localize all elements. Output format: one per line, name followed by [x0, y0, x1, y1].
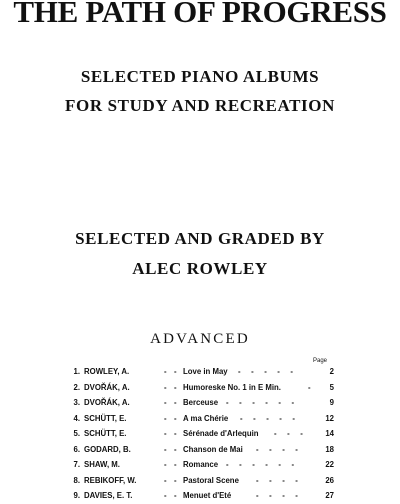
leader-dash: - [164, 367, 167, 376]
work-title: Sérénade d'Arlequin [183, 429, 259, 438]
subtitle-line-2: FOR STUDY AND RECREATION [65, 96, 335, 115]
leader-dashes: - - - - - - [226, 460, 296, 469]
page-number: 9 [329, 398, 334, 407]
page-title: THE PATH OF PROGRESS [13, 0, 387, 29]
page-column-header: Page [312, 358, 327, 364]
leader-dashes: - - - - [256, 475, 299, 485]
leader-dash: - [174, 413, 177, 423]
credit-line-1: SELECTED AND GRADED BY [75, 229, 325, 248]
leader-dashes: - - - - [256, 444, 299, 454]
page-number: 22 [325, 460, 334, 469]
contents-row [60, 442, 334, 458]
item-number: 4. [73, 413, 80, 423]
leader-dash: - [174, 475, 177, 485]
contents-row [60, 426, 334, 442]
item-number: 1. [73, 367, 80, 376]
leader-dashes: - - - - - [240, 413, 296, 423]
leader-dash: - [174, 429, 177, 438]
contents-row [60, 364, 334, 380]
work-title: Pastoral Scene [183, 475, 239, 485]
leader-dash: - [164, 382, 167, 392]
contents-row [60, 473, 334, 489]
leader-dash: - [174, 382, 177, 392]
item-number: 2. [73, 382, 80, 392]
leader-dash: - [164, 398, 167, 407]
page-number: 26 [325, 475, 334, 485]
leader-dash: - [174, 460, 177, 469]
leader-dash: - [174, 491, 177, 500]
contents-row [60, 380, 334, 396]
composer: DVOŘÁK, A. [84, 398, 130, 407]
leader-dash: - [164, 444, 167, 454]
composer: SCHÜTT, E. [84, 429, 127, 438]
page-number: 14 [325, 429, 334, 438]
work-title: Menuet d'Eté [183, 491, 232, 500]
leader-dashes: - [308, 382, 312, 392]
contents-row [60, 395, 334, 411]
leader-dash: - [164, 413, 167, 423]
leader-dashes: - - - - [256, 491, 299, 500]
work-title: A ma Chérie [183, 413, 229, 423]
composer: SHAW, M. [84, 460, 120, 469]
work-title: Berceuse [183, 398, 219, 407]
composer: GODARD, B. [84, 444, 131, 454]
leader-dashes: - - - - - - [226, 398, 296, 407]
leader-dash: - [174, 367, 177, 376]
leader-dash: - [174, 444, 177, 454]
leader-dash: - [174, 398, 177, 407]
item-number: 5. [73, 429, 80, 438]
item-number: 6. [73, 444, 80, 454]
leader-dash: - [164, 491, 167, 500]
page-number: 18 [325, 444, 334, 454]
item-number: 7. [73, 460, 80, 469]
work-title: Humoreske No. 1 in E Min. [183, 382, 281, 392]
page-number: 12 [325, 413, 334, 423]
composer: DAVIES, E. T. [84, 491, 133, 500]
work-title: Romance [183, 460, 219, 469]
composer: REBIKOFF, W. [84, 475, 137, 485]
composer: SCHÜTT, E. [84, 413, 127, 423]
leader-dashes: - - - - - [238, 367, 294, 376]
subtitle-line-1: SELECTED PIANO ALBUMS [80, 67, 320, 86]
composer: DVOŘÁK, A. [84, 382, 130, 392]
page-number: 2 [329, 367, 334, 376]
credit-line-2: ALEC ROWLEY [132, 259, 268, 278]
leader-dash: - [164, 475, 167, 485]
composer: ROWLEY, A. [84, 367, 130, 376]
contents-row [60, 411, 334, 427]
page-number: 27 [325, 491, 334, 500]
contents-list [60, 364, 334, 504]
item-number: 3. [73, 398, 80, 407]
leader-dash: - [164, 429, 167, 438]
leader-dashes: - - - [274, 429, 304, 438]
item-number: 8. [73, 475, 80, 485]
work-title: Chanson de Mai [183, 444, 243, 454]
contents-row [60, 457, 334, 473]
contents-row [60, 488, 334, 504]
section-title: ADVANCED [150, 331, 250, 347]
page-number: 5 [329, 382, 334, 392]
leader-dash: - [164, 460, 167, 469]
item-number: 9. [73, 491, 80, 500]
work-title: Love in May [183, 367, 228, 376]
